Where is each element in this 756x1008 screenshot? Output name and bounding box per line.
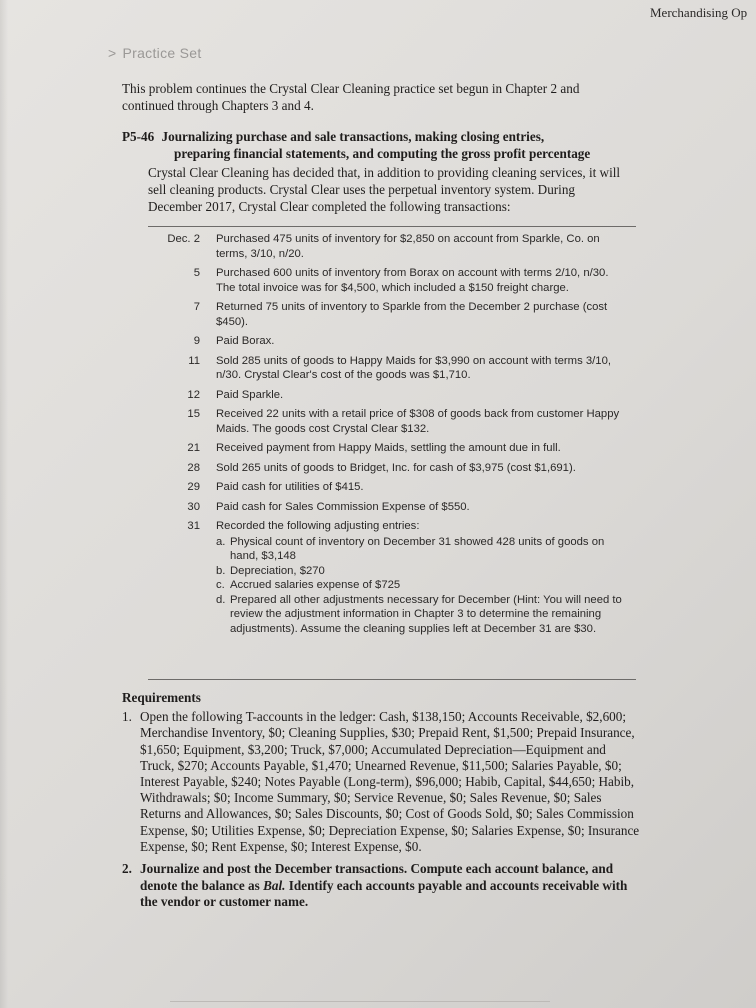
adjustment-text: Prepared all other adjustments necessary for December (Hint: You will need to review the adjustment information in Chapter 3 to determine the remaining adjustments). Assume the cleaning supplies left at December 31 are $30. [230,593,622,635]
divider-top [148,226,636,227]
transaction-text: Sold 285 units of goods to Happy Maids for $3,990 on account with terms 3/10, n/30. Crystal Clear's cost of the goods was $1,710. [216,354,611,381]
adjustment-list [216,535,630,637]
transaction-text: Paid cash for utilities of $415. [216,481,364,493]
transaction-date: 12 [187,388,200,401]
transaction-text: Sold 265 units of goods to Bridget, Inc. for cash of $3,975 (cost $1,691). [216,461,576,474]
problem-description: Crystal Clear Cleaning has decided that, in addition to providing cleaning services, it will sell cleaning products. Crystal Clear uses the perpetual inventory system. During December 2017, Crystal Clear completed the following transactions: [148,165,621,214]
requirements-title: Requirements [122,690,201,705]
intro-paragraph: This problem continues the Crystal Clear Cleaning practice set begun in Chapter 2 and continued through Chapters 3 and 4. [122,81,580,113]
transaction-date: 11 [188,354,200,367]
transaction-date: 29 [187,481,200,493]
adjustment-label: a. [216,535,226,548]
requirement-item [122,709,642,855]
transaction-text: Returned 75 units of inventory to Sparkle from the December 2 purchase (cost $450). [216,301,608,328]
requirement-number: 2. [122,861,132,877]
requirement-text: Open the following T-accounts in the ledger: Cash, $138,150; Accounts Receivable, $2,600; Merchandise Inventory, $0; Cleaning Supplies, $30; Prepaid Rent, $1,500; Prepaid Insurance, $1,650; Equipment, $3,200; Truck, $7,000; Accumulated Depreciation—Equipment and Truck, $270; Accounts Payable, $1,470; Unearned Revenue, $11,500; Salaries Payable, $0; Interest Payable, $240; Notes Payable (Long-term), $96,000; Habib, Capital, $44,650; Habib, Withdrawals; $0; Income Summary, $0; Service Revenue, $0; Sales Revenue, $0; Sales Returns and Allowances, $0; Sales Discounts, $0; Cost of Goods Sold, $0; Sales Commission Expense, $0; Utilities Expense, $0; Depreciation Expense, $0; Salaries Expense, $0; Insurance Expense, $0; Rent Expense, $0; Interest Expense, $0. [140,709,640,854]
transaction-row [160,500,630,515]
transaction-text: Paid cash for Sales Commission Expense of $550. [216,500,470,513]
requirement-number: 1. [122,709,132,725]
transaction-date: 30 [187,500,200,513]
requirement-text-part: Journalize and post the December transactions. Compute each account balance, and denote the balance as [140,861,614,893]
adjustment-item [216,564,630,579]
adjustment-text: Depreciation, $270 [230,564,325,577]
problem-title-line1: Journalizing purchase and sale transactions, making closing entries, [161,129,545,144]
transaction-row [160,407,630,436]
requirement-text-part: Identify each accounts payable and accounts receivable with the vendor or customer name. [140,877,628,910]
problem-heading [122,128,642,162]
transaction-row [160,461,630,476]
page-bottom-rule [170,1001,550,1002]
transaction-date: 21 [187,442,200,454]
transaction-date: 15 [187,408,200,420]
adjustment-item [216,593,630,637]
transaction-row [160,480,630,495]
requirement-text [140,861,642,911]
transaction-row [160,354,630,383]
transaction-row [160,232,630,261]
transaction-text: Purchased 600 units of inventory from Borax on account with terms 2/10, n/30. The total invoice was for $4,500, which included a $150 freight charge. [216,267,609,294]
transaction-text: Paid Borax. [216,335,275,347]
requirement-text-italic: Bal. [263,877,286,893]
transaction-text: Received 22 units with a retail price of $308 of goods back from customer Happy Maids. The goods cost Crystal Clear $132. [216,408,620,435]
page-edge-shadow [0,0,8,1008]
problem-title-line2: preparing financial statements, and computing the gross profit percentage [174,146,591,161]
transaction-date: 9 [193,335,200,347]
divider-bottom [148,679,636,680]
transaction-date: 5 [193,267,200,279]
transaction-text: Purchased 475 units of inventory for $2,850 on account from Sparkle, Co. on terms, 3/10, n/20. [216,233,600,260]
adjustment-text: Physical count of inventory on December 31 showed 428 units of goods on hand, $3,148 [230,535,605,562]
transaction-date: 31 [187,520,200,532]
transaction-row [160,300,630,329]
section-label [108,45,202,61]
problem-number: P5-46 [122,129,155,144]
section-title: Practice Set [122,45,202,61]
adjustment-label: d. [216,593,226,606]
adjustment-item [216,578,630,593]
transaction-row [160,441,630,456]
transaction-row [160,334,630,349]
adjustment-text: Accrued salaries expense of $725 [230,579,401,591]
requirements-section [122,690,642,911]
adjustment-item [216,535,630,564]
transaction-text [216,519,630,636]
transaction-date: 28 [187,461,200,474]
transaction-text: Paid Sparkle. [216,388,284,401]
requirement-item [122,861,642,911]
transaction-text: Received payment from Happy Maids, settling the amount due in full. [216,442,561,454]
transaction-date: 7 [193,301,200,313]
transaction-date: Dec. 2 [167,233,200,245]
adjustment-label: b. [216,564,226,577]
adjustment-label: c. [216,579,225,591]
transaction-row [160,388,630,403]
transaction-row [160,519,630,636]
chevron-right-icon: > [108,45,117,61]
transaction-row [160,266,630,295]
running-head: Merchandising Op [650,5,748,20]
transaction-list [160,232,630,636]
adjusting-entries-intro: Recorded the following adjusting entries: [216,520,420,532]
